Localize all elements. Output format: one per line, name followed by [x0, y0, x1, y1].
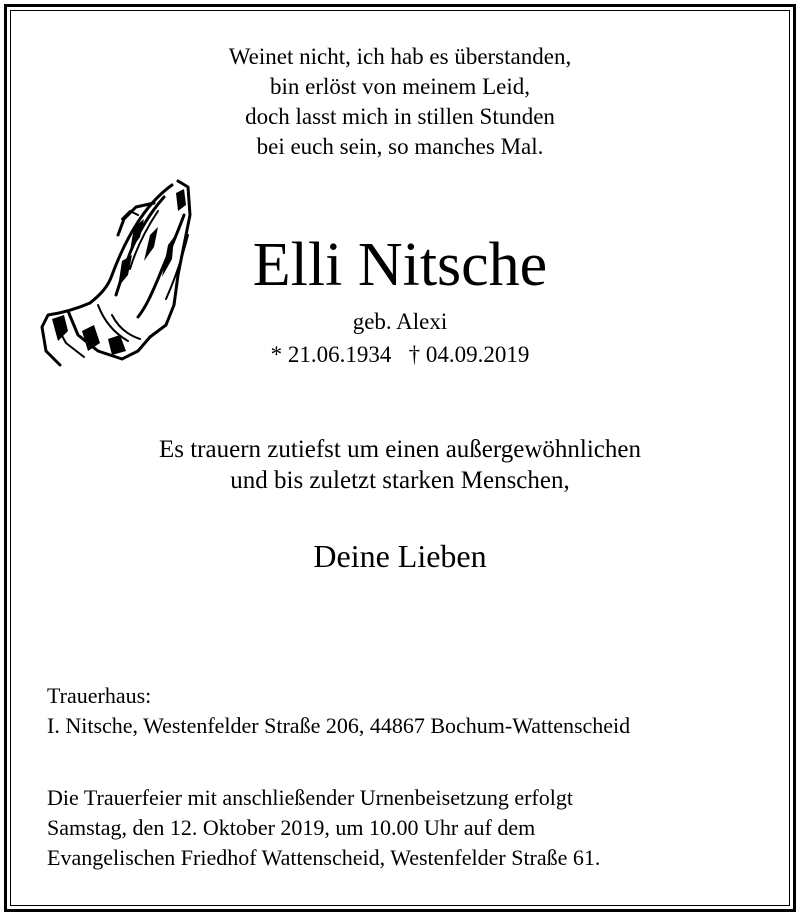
- life-dates: * 21.06.1934 † 04.09.2019: [270, 342, 530, 367]
- service-info: [47, 783, 600, 873]
- mourning-house: [47, 681, 630, 741]
- signature: Deine Lieben: [313, 538, 487, 574]
- mourning-line: Es trauern zutiefst um einen außergewöhnlichen: [158, 436, 641, 463]
- service-line: Die Trauerfeier mit anschließender Urnenbeisetzung erfolgt: [47, 785, 573, 810]
- service-line: Evangelischen Friedhof Wattenscheid, Westenfelder Straße 61.: [47, 845, 601, 870]
- poem: [0, 42, 800, 162]
- service-line: Samstag, den 12. Oktober 2019, um 10.00 Uhr auf dem: [47, 815, 536, 840]
- deceased-name: Elli Nitsche: [252, 231, 548, 299]
- mourning-house-label: Trauerhaus:: [47, 683, 152, 708]
- mourning-line: und bis zuletzt starken Menschen,: [230, 467, 570, 494]
- poem-line: doch lasst mich in stillen Stunden: [245, 104, 555, 129]
- mourning-text: [0, 434, 800, 496]
- poem-line: bei euch sein, so manches Mal.: [256, 134, 544, 159]
- maiden-name: geb. Alexi: [352, 309, 448, 334]
- poem-line: bin erlöst von meinem Leid,: [270, 74, 530, 99]
- poem-line: Weinet nicht, ich hab es überstanden,: [228, 44, 572, 69]
- mourning-house-address: I. Nitsche, Westenfelder Straße 206, 44867 Bochum-Wattenscheid: [47, 713, 631, 738]
